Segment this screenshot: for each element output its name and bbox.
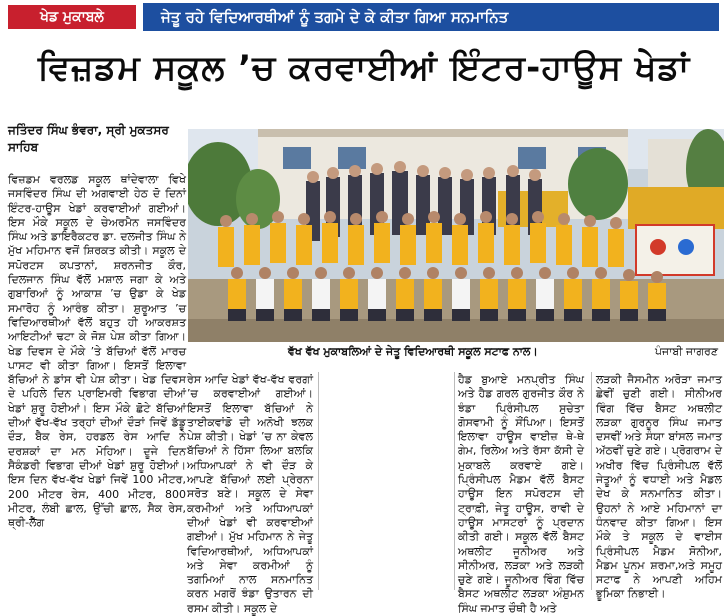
top-banner xyxy=(0,0,728,32)
column-divider xyxy=(318,372,319,590)
column-divider xyxy=(591,372,592,590)
article-column-4: ਲੜਕੀ ਜੈਸਮੀਨ ਅਰੋੜਾ ਜਮਾਤ ਛੇਵੀਂ ਚੁਣੀ ਗਈ। ਸੀਨੀਅਰ ਵਿੰਗ ਵਿੱਚ ਬੈਸਟ ਅਥਲੀਟ ਲੜਕਾ ਗੁਰਨੂਰ ਸਿੰਘ ਜਮਾਤ ਦਸਵੀਂ ਅਤੇ ਸੰਯਾ ਬਾਂਸਲ ਜਮਾਤ ਅੱਠਵੀਂ ਚੁਣੇ ਗਏ। ਪ੍ਰੋਗਰਾਮ ਦੇ ਅਖੀਰ ਵਿੱਚ ਪ੍ਰਿੰਸੀਪਲ ਵੱਲੋਂ ਜੇਤੂਆਂ ਨੂੰ ਵਧਾਈ ਅਤੇ ਮੈਡਲ ਦੇਖ ਕੇ ਸਨਮਾਨਿਤ ਕੀਤਾ। ਉਹਨਾਂ ਨੇ ਆਏ ਮਹਿਮਾਨਾਂ ਦਾ ਧੰਨਵਾਦ ਕੀਤਾ ਗਿਆ। ਇਸ ਮੌਕੇ ਤੇ ਸਕੂਲ ਦੇ ਵਾਈਸ ਪ੍ਰਿੰਸੀਪਲ ਮੈਡਮ ਸੋਨੀਆ, ਮੈਡਮ ਪੂਨਮ ਸ਼ਰਮਾ,ਅਤੇ ਸਮੂਹ ਸਟਾਫ ਨੇ ਆਪਣੀ ਅਹਿਮ ਭੂਮਿਕਾ ਨਿਭਾਈ। xyxy=(596,373,722,601)
headline: ਵਿਜ਼ਡਮ ਸਕੂਲ ’ਚ ਕਰਵਾਈਆਂ ਇੰਟਰ-ਹਾਊਸ ਖੇਡਾਂ xyxy=(37,48,691,88)
kicker-strap: ਜੇਤੂ ਰਹੇ ਵਿਦਿਆਰਥੀਆਂ ਨੂੰ ਤਗਮੇ ਦੇ ਕੇ ਕੀਤਾ ਗਿਆ ਸਨਮਾਨਿਤ xyxy=(143,3,719,31)
lead-column: ਵਿਜ਼ਡਮ ਵਰਲਡ ਸਕੂਲ ਥਾਂਦੇਵਾਲਾ ਵਿਖੇ ਜਸਵਿੰਦਰ ਸਿੰਘ ਦੀ ਅਗਵਾਈ ਹੇਠ ਦੋ ਦਿਨਾਂ ਇੰਟਰ-ਹਾਊਸ ਖੇਡਾਂ ਕਰਵਾਈਆਂ ਗਈਆਂ। ਇਸ ਮੌਕੇ ਸਕੂਲ ਦੇ ਚੇਅਰਮੈਨ ਜਸਵਿੰਦਰ ਸਿੰਘ ਅਤੇ ਡਾਇਰੈਕਟਰ ਡਾ. ਦਲਜੀਤ ਸਿੰਘ ਨੇ ਮੁੱਖ ਮਹਿਮਾਨ ਵਜੋਂ ਸ਼ਿਰਕਤ ਕੀਤੀ। ਸਕੂਲ ਦੇ ਸਪੋਰਟਸ ਕਪਤਾਨਾਂ, ਸ਼ਰਨਜੀਤ ਕੌਰ, ਦਿਲਜਾਨ ਸਿੰਘ ਵੱਲੋਂ ਮਸ਼ਾਲ ਜਗਾ ਕੇ ਅਤੇ ਗੁਬਾਰਿਆਂ ਨੂੰ ਆਕਾਸ਼ ’ਚ ਉਡਾ ਕੇ ਖੇਡ ਸਮਾਰੋਹ ਨੂੰ ਆਰੰਭ ਕੀਤਾ। ਸ਼ੁਰੂਆਤ ’ਚ ਵਿਦਿਆਰਥੀਆਂ ਵੱਲੋਂ ਬਹੁਤ ਹੀ ਆਕਰਸ਼ਤ ਆਇਟੀਆਂ ਢਟਾ ਕੇ ਜੋਸ਼ ਪੇਸ਼ ਕੀਤਾ ਗਿਆ। ਖੇਡ ਦਿਵਸ ਦੇ ਮੌਕੇ ’ਤੇ ਬੱਚਿਆਂ ਵੱਲੋਂ ਮਾਰਚ ਪਾਸਟ ਵੀ ਕੀਤਾ ਗਿਆ। ਇਸਤੋਂ ਇਲਾਵਾ ਬੱਚਿਆਂ ਨੇ ਡਾਂਸ ਵੀ ਪੇਸ਼ ਕੀਤਾ। ਖੇਡ ਦਿਵਸ ਦੇ ਪਹਿਲੇ ਦਿਨ ਪ੍ਰਾਇਮਰੀ ਵਿਭਾਗ ਦੀਆਂ ਖੇਡਾਂ ਸ਼ੁਰੂ ਹੋਈਆਂ। ਇਸ ਮੌਕੇ ਛੋਟੇ ਬੱਚਿਆਂ ਦੀਆਂ ਵੱਖ-ਵੱਖ ਤਰ੍ਹਾਂ ਦੀਆਂ ਦੌੜਾਂ ਜਿਵੇਂ ਡੱਡੂ ਦੌੜ, ਬੈਕ ਰੇਸ, ਹਰਡਲ ਰੇਸ ਆਦਿ ਨੇ ਦਰਸ਼ਕਾਂ ਦਾ ਮਨ ਮੋਹਿਆ। ਦੂਜੇ ਦਿਨ ਸੈਕੰਡਰੀ ਵਿਭਾਗ ਦੀਆਂ ਖੇਡਾਂ ਸ਼ੁਰੂ ਹੋਈਆਂ। ਇਸ ਦਿਨ ਵੱਖ-ਵੱਖ ਖੇਡਾਂ ਜਿਵੇਂ 100 ਮੀਟਰ, 200 ਮੀਟਰ ਰੇਸ, 400 ਮੀਟਰ, 800 ਮੀਟਰ, ਲੰਬੀ ਛਾਲ, ਉੱਚੀ ਛਾਲ, ਸੈਕ ਰੇਸ, ਥ੍ਰੀ-ਲੈੱਗ xyxy=(8,173,186,530)
article-column-2: ਰੇਸ ਆਦਿ ਖੇਡਾਂ ਵੱਖ-ਵੱਖ ਵਰਗਾਂ ’ਚ ਕਰਵਾਈਆਂ ਗਈਆਂ। ਇਸਤੋਂ ਇਲਾਵਾ ਬੱਚਿਆਂ ਨੇ ਤਾਈਕਵਾਂਡੋ ਦੀ ਅਨੋਖੀ ਝਲਕ ਪੇਸ਼ ਕੀਤੀ। ਖੇਡਾਂ ’ਚ ਨਾ ਕੇਵਲ ਬੱਚਿਆਂ ਨੇ ਹਿੱਸਾ ਲਿਆ ਬਲਕਿ ਅਧਿਆਪਕਾਂ ਨੇ ਵੀ ਦੌੜ ਕੇ ਆਪਣੇ ਬੱਚਿਆਂ ਲਈ ਪ੍ਰੇਰਨਾ ਸਰੋਤ ਬਣੇ। ਸਕੂਲ ਦੇ ਸੇਵਾ ਕਰਮੀਆਂ ਅਤੇ ਅਧਿਆਪਕਾਂ ਦੀਆਂ ਖੇਡਾਂ ਵੀ ਕਰਵਾਈਆਂ ਗਈਆਂ। ਮੁੱਖ ਮਹਿਮਾਨ ਨੇ ਜੇਤੂ ਵਿਦਿਆਰਥੀਆਂ, ਅਧਿਆਪਕਾਂ ਅਤੇ ਸੇਵਾ ਕਰਮੀਆਂ ਨੂੰ ਤਗਮਿਆਂ ਨਾਲ ਸਨਮਾਨਿਤ ਕਰਨ ਮਗਰੋਂ ਝੰਡਾ ਉਤਾਰਨ ਦੀ ਰਸਮ ਕੀਤੀ। ਸਕੂਲ ਦੇ xyxy=(187,373,313,615)
column-divider xyxy=(454,372,455,590)
article-column-3: ਹੈਡ ਬੁਆਏ ਮਨਪ੍ਰੀਤ ਸਿੰਘ ਅਤੇ ਹੈਡ ਗਰਲ ਗੁਰਜੀਤ ਕੌਰ ਨੇ ਝੰਡਾ ਪ੍ਰਿੰਸੀਪਲ ਸੁਚੇਤਾ ਗੋਸਵਾਮੀ ਨੂੰ ਸੌਂਪਿਆ। ਇਸਤੋਂ ਇਲਾਵਾ ਹਾਊਸ ਵਾਈਜ਼ ਥੇ-ਥੇ ਗੇਮ, ਰਿਲੇਅ ਅਤੇ ਰੱਸਾ ਕੱਸੀ ਦੇ ਮੁਕਾਬਲੇ ਕਰਵਾਏ ਗਏ। ਪ੍ਰਿੰਸੀਪਲ ਮੈਡਮ ਵੱਲੋਂ ਬੈਸਟ ਹਾਊਸ ਇਨ ਸਪੋਰਟਸ ਦੀ ਟ੍ਰਾਫ਼ੀ, ਜੇਤੂ ਹਾਊਸ, ਰਾਵੀ ਦੇ ਹਾਊਸ ਮਾਸਟਰਾਂ ਨੂੰ ਪ੍ਰਦਾਨ ਕੀਤੀ ਗਈ। ਸਕੂਲ ਵੱਲੋਂ ਬੈਸਟ ਅਥਲੀਟ ਜੂਨੀਅਰ ਅਤੇ ਸੀਨੀਅਰ, ਲੜਕਾ ਅਤੇ ਲੜਕੀ ਚੁਣੇ ਗਏ। ਜੂਨੀਅਰ ਵਿੰਗ ਵਿੱਚ ਬੈਸਟ ਅਥਲੀਟ ਲੜਕਾ ਅੰਸ਼ੁਮਨ ਸਿੰਘ ਜਮਾਤ ਚੌਥੀ ਹੈ ਅਤੇ xyxy=(458,373,584,615)
byline: ਜਤਿੰਦਰ ਸਿੰਘ ਭੰਵਰਾ, ਸ੍ਰੀ ਮੁਕਤਸਰ ਸਾਹਿਬ xyxy=(8,123,169,154)
section-tag: ਖੇਡ ਮੁਕਾਬਲੇ xyxy=(8,5,136,29)
photo-caption: ਵੱਖ ਵੱਖ ਮੁਕਾਬਲਿਆਂ ਦੇ ਜੇਤੂ ਵਿਦਿਆਰਥੀ ਸਕੂਲ ਸਟਾਫ ਨਾਲ। xyxy=(288,345,538,358)
group-photo xyxy=(188,129,724,342)
photo-caption-bar xyxy=(188,345,724,361)
photo-credit: ਪੰਜਾਬੀ ਜਾਗਰਣ xyxy=(654,345,718,358)
